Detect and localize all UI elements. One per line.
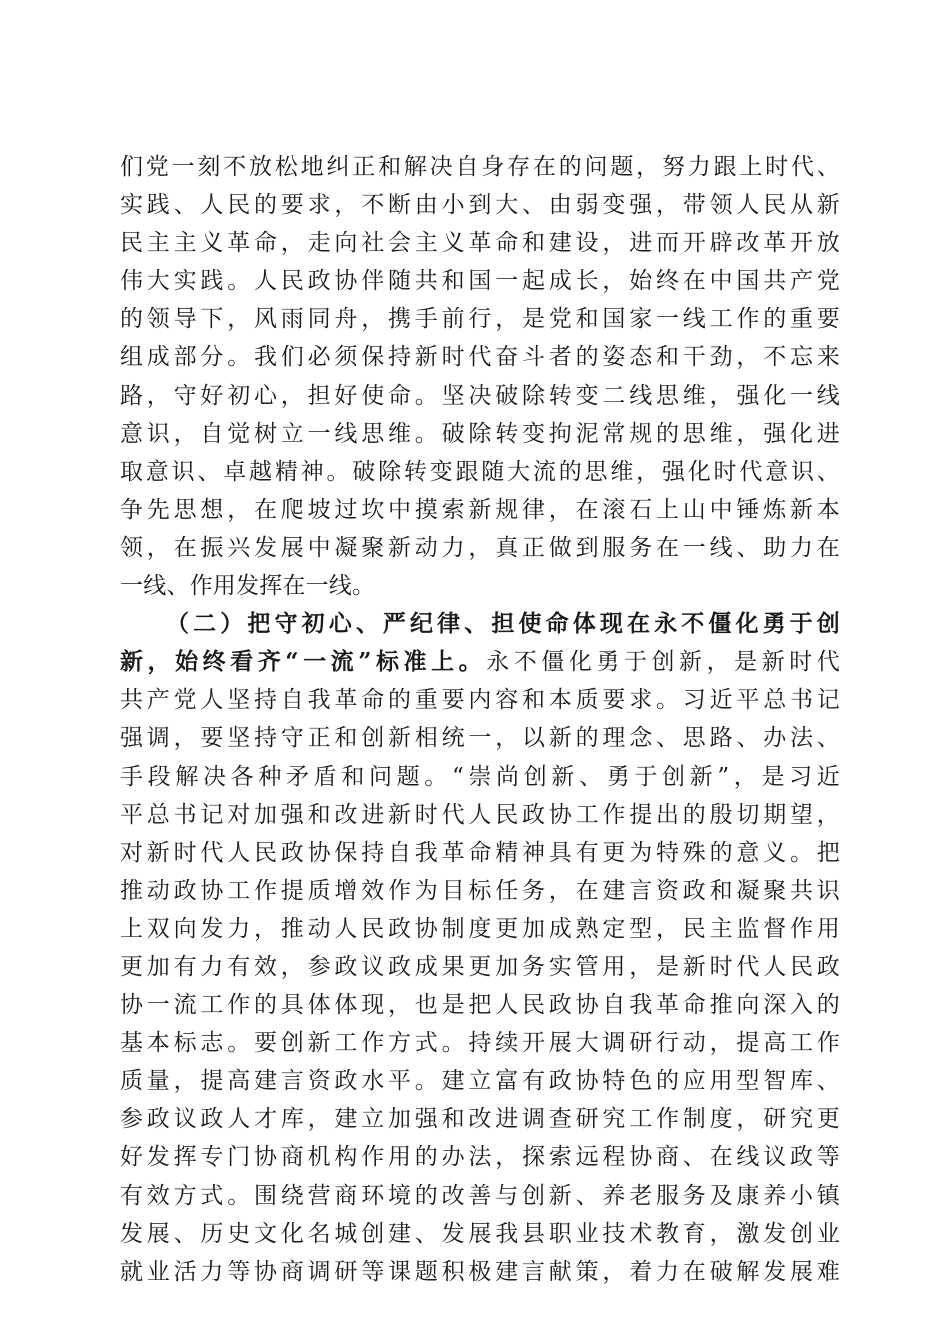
text-line (120, 377, 840, 415)
text-line (120, 986, 840, 1024)
text-segment: 就业活力等协商调研等课题积极建言献策，着力在破解发展难 (120, 1258, 840, 1285)
text-segment: 实践、人民的要求，不断由小到大、由弱变强，带领人民从新 (120, 192, 840, 219)
text-line (120, 567, 840, 605)
text-segment: 更加有力有效，参政议政成果更加务实管用，是新时代人民政 (120, 953, 840, 980)
text-line (120, 872, 840, 910)
text-line (120, 262, 840, 300)
text-line (120, 1062, 840, 1100)
text-segment: 路，守好初心，担好使命。坚决破除转变二线思维，强化一线 (120, 382, 840, 409)
text-segment: 永不僵化勇于创新，是新时代 (486, 649, 840, 676)
text-line (120, 224, 840, 262)
bold-heading-text: （二）把守初心、严纪律、担使命体现在永不僵化勇于创 (166, 610, 840, 638)
text-line (120, 338, 840, 376)
text-segment: 取意识、卓越精神。破除转变跟随大流的思维，强化时代意识、 (120, 458, 840, 485)
text-segment: 争先思想，在爬坡过坎中摸索新规律，在滚石上山中锤炼新本 (120, 496, 840, 523)
text-segment: 的领导下，风雨同舟，携手前行，是党和国家一线工作的重要 (120, 306, 840, 333)
text-segment: 强调，要坚持守正和创新相统一，以新的理念、思路、办法、 (120, 725, 840, 752)
text-line (120, 948, 840, 986)
text-segment: 平总书记对加强和改进新时代人民政协工作提出的殷切期望， (120, 801, 840, 828)
text-line (120, 529, 840, 567)
text-line (120, 491, 840, 529)
text-line (120, 605, 840, 643)
text-line (120, 910, 840, 948)
text-segment: 质量，提高建言资政水平。建立富有政协特色的应用型智库、 (120, 1068, 840, 1095)
text-segment: 协一流工作的具体体现，也是把人民政协自我革命推向深入的 (120, 992, 840, 1019)
text-segment: 共产党人坚持自我革命的重要内容和本质要求。习近平总书记 (120, 687, 840, 714)
text-segment: 手段解决各种矛盾和问题。“崇尚创新、勇于创新”，是习近 (120, 763, 840, 790)
text-line (120, 415, 840, 453)
text-line (120, 1024, 840, 1062)
text-line (120, 453, 840, 491)
text-line (120, 186, 840, 224)
text-line (120, 148, 840, 186)
text-segment: 参政议政人才库，建立加强和改进调查研究工作制度，研究更 (120, 1106, 840, 1133)
text-segment: 伟大实践。人民政协伴随共和国一起成长，始终在中国共产党 (120, 268, 840, 295)
bold-heading-text: 新，始终看齐“一流”标准上。 (120, 648, 487, 676)
text-segment: 领，在振兴发展中凝聚新动力，真正做到服务在一线、助力在 (120, 534, 840, 561)
text-segment: 对新时代人民政协保持自我革命精神具有更为特殊的意义。把 (120, 839, 840, 866)
text-line (120, 1253, 840, 1291)
text-line (120, 834, 840, 872)
text-segment: 有效方式。围绕营商环境的改善与创新、养老服务及康养小镇 (120, 1182, 840, 1209)
body-text (120, 148, 840, 1291)
text-line (120, 719, 840, 757)
text-segment: 们党一刻不放松地纠正和解决自身存在的问题，努力跟上时代、 (120, 154, 840, 180)
text-segment: 民主主义革命，走向社会主义革命和建设，进而开辟改革开放 (120, 230, 840, 257)
text-line (120, 681, 840, 719)
text-segment: 意识，自觉树立一线思维。破除转变拘泥常规的思维，强化进 (120, 420, 840, 447)
text-line (120, 1100, 840, 1138)
text-segment: 好发挥专门协商机构作用的办法，探索远程协商、在线议政等 (120, 1144, 840, 1171)
text-segment: 组成部分。我们必须保持新时代奋斗者的姿态和干劲，不忘来 (120, 344, 840, 371)
text-line (120, 1138, 840, 1176)
text-line (120, 300, 840, 338)
text-line (120, 758, 840, 796)
text-segment: 推动政协工作提质增效作为目标任务，在建言资政和凝聚共识 (120, 877, 840, 904)
text-segment: 基本标志。要创新工作方式。持续开展大调研行动，提高工作 (120, 1030, 840, 1057)
text-segment: 发展、历史文化名城创建、发展我县职业技术教育，激发创业 (120, 1220, 840, 1247)
text-line (120, 796, 840, 834)
text-line (120, 1177, 840, 1215)
text-segment: 上双向发力，推动人民政协制度更加成熟定型，民主监督作用 (120, 915, 840, 942)
text-line (120, 643, 840, 681)
text-segment: 一线、作用发挥在一线。 (120, 573, 376, 600)
text-line (120, 1215, 840, 1253)
